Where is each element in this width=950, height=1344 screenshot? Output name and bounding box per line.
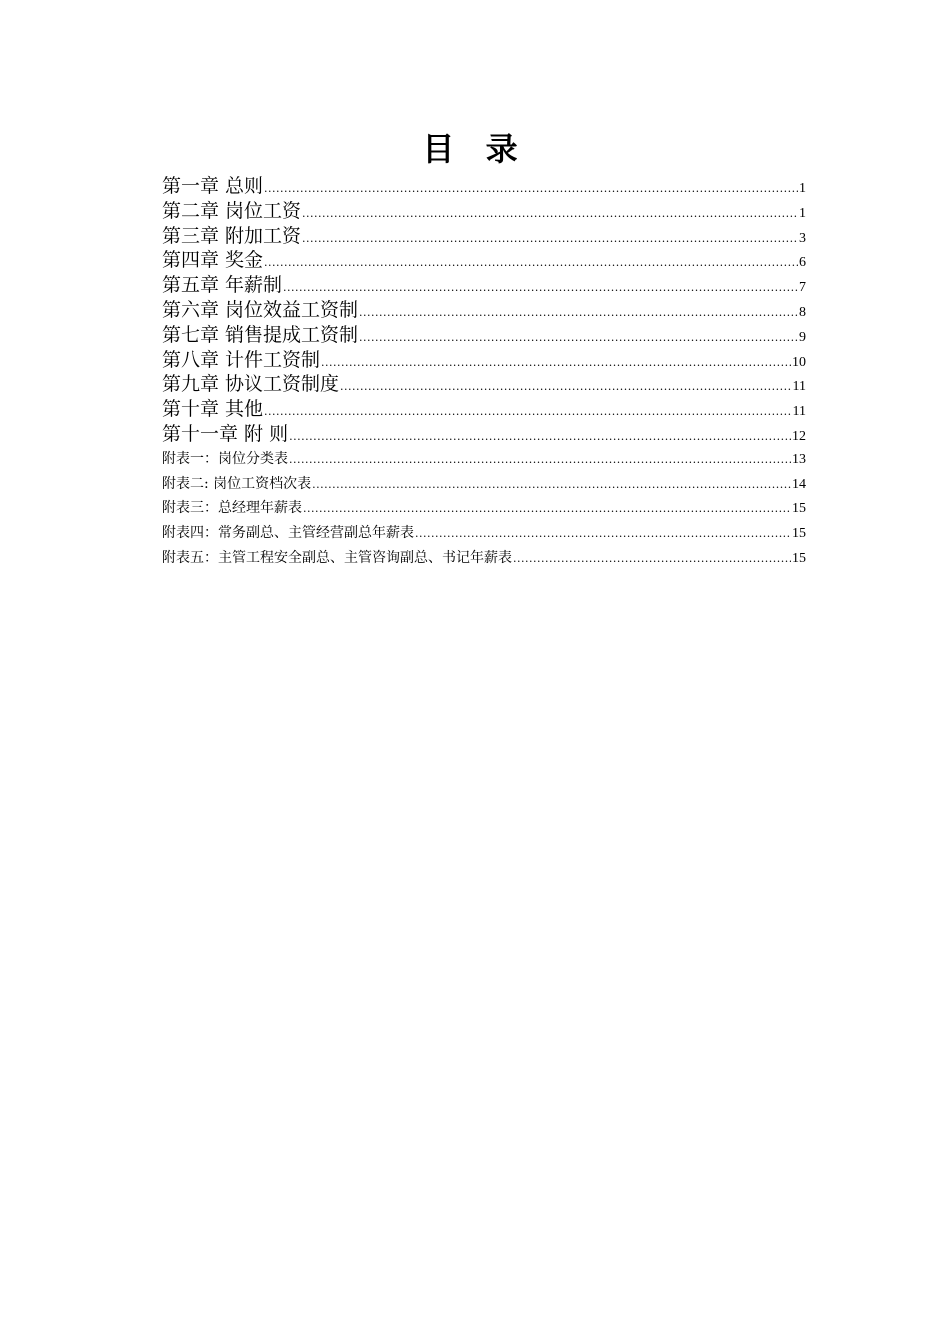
toc-entry-page: 10	[792, 354, 806, 370]
toc-dot-leader	[321, 351, 791, 376]
toc-entry-page: 9	[799, 329, 806, 345]
toc-dot-leader	[312, 473, 791, 498]
toc-entry-label: 第七章 销售提成工资制	[162, 323, 359, 346]
toc-entry-page: 14	[792, 476, 806, 492]
toc-dot-leader	[513, 547, 791, 572]
toc-entry[interactable]	[162, 521, 806, 546]
toc-entry-label: 第十一章 附 则	[162, 422, 289, 445]
toc-dot-leader	[289, 425, 791, 450]
toc-dot-leader	[302, 227, 798, 252]
toc-entry-page: 8	[799, 304, 806, 320]
toc-dot-leader	[415, 522, 791, 547]
toc-dot-leader	[359, 301, 798, 326]
toc-dot-leader	[303, 497, 791, 522]
toc-entry-page: 12	[792, 428, 806, 444]
toc-dot-leader	[264, 400, 791, 425]
toc-entry[interactable]	[162, 397, 806, 422]
toc-dot-leader	[289, 448, 791, 473]
toc-entry-page: 1	[799, 181, 806, 196]
toc-entry[interactable]	[162, 199, 806, 224]
toc-entry[interactable]	[162, 372, 806, 397]
toc-dot-leader	[340, 375, 791, 400]
toc-list	[162, 174, 806, 571]
toc-title: 目 录	[422, 130, 528, 168]
toc-entry[interactable]	[162, 447, 806, 472]
toc-entry[interactable]	[162, 422, 806, 447]
toc-entry-page: 15	[792, 526, 806, 542]
toc-entry-label: 附表一：岗位分类表	[162, 450, 288, 467]
toc-entry-page: 1	[799, 205, 806, 221]
toc-entry[interactable]	[162, 546, 806, 571]
toc-dot-leader	[264, 177, 798, 202]
toc-entry-label: 第一章 总则	[162, 175, 264, 197]
toc-entry-label: 第九章 协议工资制度	[162, 373, 340, 396]
toc-entry-page: 15	[792, 550, 806, 566]
toc-entry-page: 11	[792, 379, 806, 395]
toc-entry-label: 第三章 附加工资	[162, 224, 302, 247]
toc-entry-label: 第四章 奖金	[162, 249, 264, 272]
toc-entry-label: 第八章 计件工资制	[162, 348, 321, 371]
toc-entry-label: 附表三：总经理年薪表	[162, 500, 302, 517]
toc-dot-leader	[264, 251, 798, 276]
toc-entry[interactable]	[162, 496, 806, 521]
toc-entry-label: 第二章 岗位工资	[162, 199, 302, 222]
toc-entry-page: 11	[792, 404, 806, 420]
toc-entry[interactable]	[162, 472, 806, 497]
toc-entry-page: 13	[792, 451, 806, 467]
toc-entry-label: 附表五：主管工程安全副总、主管咨询副总、书记年薪表	[162, 549, 512, 566]
toc-entry[interactable]	[162, 273, 806, 298]
toc-entry-page: 7	[799, 280, 806, 296]
toc-entry[interactable]	[162, 224, 806, 249]
toc-entry-label: 第六章 岗位效益工资制	[162, 298, 359, 321]
toc-entry[interactable]	[162, 174, 806, 199]
toc-entry-label: 第五章 年薪制	[162, 274, 283, 297]
toc-entry-label: 附表二: 岗位工资档次表	[162, 475, 312, 492]
toc-dot-leader	[283, 276, 798, 301]
toc-dot-leader	[359, 326, 798, 351]
toc-entry-label: 第十章 其他	[162, 398, 264, 421]
toc-entry-label: 附表四：常务副总、主管经营副总年薪表	[162, 525, 414, 542]
toc-entry-page: 3	[799, 230, 806, 246]
toc-dot-leader	[302, 202, 798, 227]
toc-entry-page: 15	[792, 501, 806, 517]
toc-entry[interactable]	[162, 323, 806, 348]
toc-entry-page: 6	[799, 255, 806, 271]
toc-entry[interactable]	[162, 298, 806, 323]
toc-entry[interactable]	[162, 248, 806, 273]
toc-entry[interactable]	[162, 348, 806, 373]
